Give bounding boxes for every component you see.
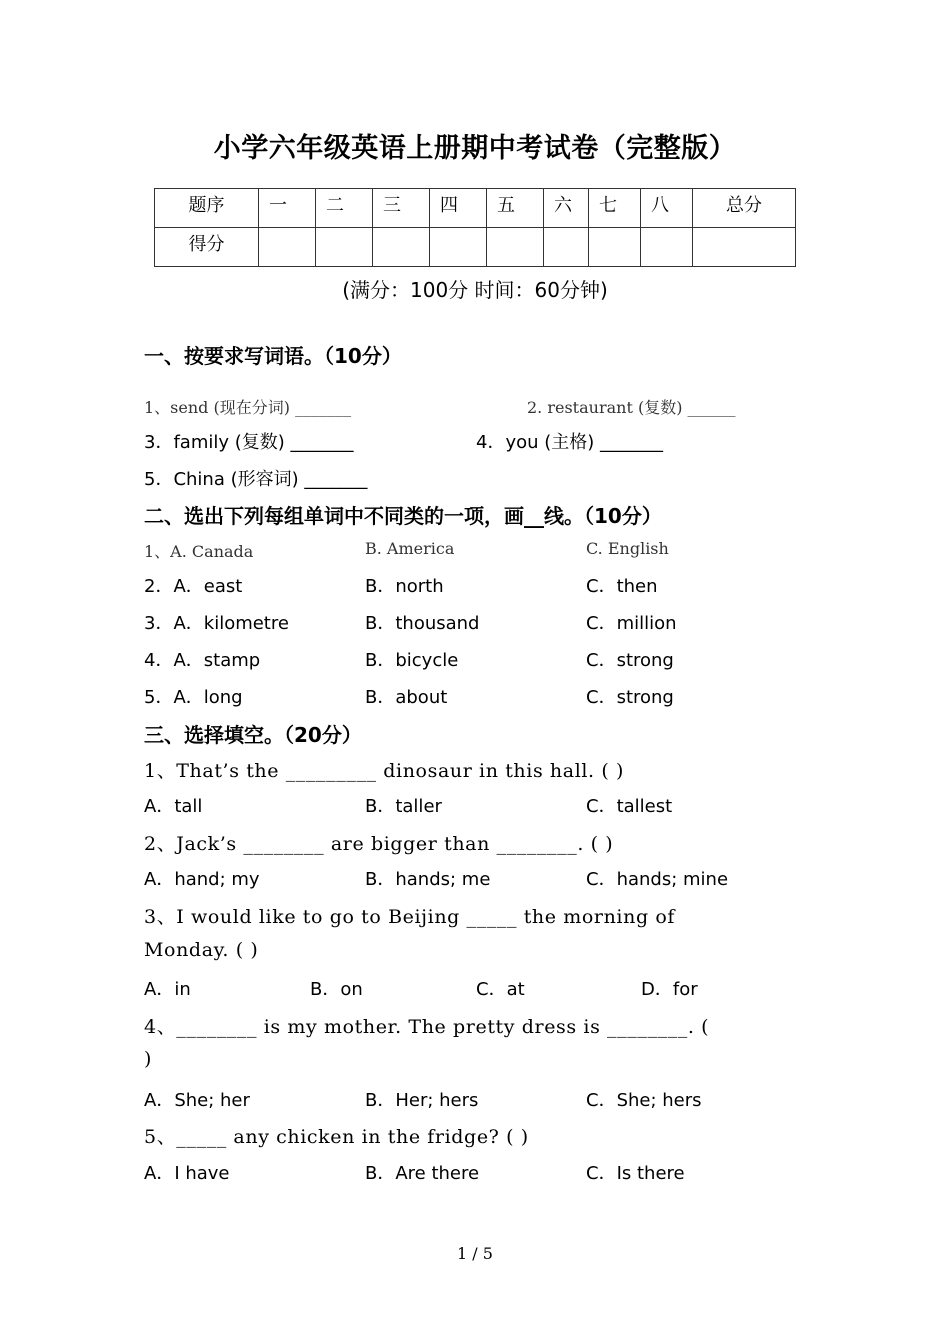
score-cell: 得分 (155, 228, 259, 267)
option-text: A．hand; my (144, 869, 260, 890)
option-text: B．Are there (365, 1163, 480, 1184)
score-blank-cell[interactable] (487, 228, 544, 267)
option-text: A．I have (144, 1163, 230, 1184)
score-blank-cell[interactable] (316, 228, 373, 267)
exam-info: (满分：100分 时间：60分钟) (342, 278, 608, 302)
question-text: 2、Jack’s ________ are bigger than ________. ( ) (144, 833, 614, 855)
question-text: ) (144, 1048, 153, 1070)
score-blank-cell[interactable] (373, 228, 430, 267)
score-blank-cell[interactable] (430, 228, 487, 267)
option-text: C．tallest (586, 796, 673, 817)
option-text: D．for (641, 979, 698, 1000)
section-3-heading: 三、选择填空。（20分） (144, 723, 362, 747)
option-text: C．strong (586, 687, 674, 708)
question-text: Monday. ( ) (144, 939, 259, 961)
question-item: 5．China (形容词) _______ (144, 469, 368, 490)
score-cell: 题序 (155, 189, 259, 228)
option-text: B．Her; hers (365, 1090, 479, 1111)
option-text: B. America (365, 539, 455, 558)
page-number: 1 / 5 (457, 1244, 493, 1263)
option-text: B．about (365, 687, 448, 708)
option-text: A．tall (144, 796, 203, 817)
score-cell: 六 (544, 189, 589, 228)
option-text: C．strong (586, 650, 674, 671)
question-item: 2. restaurant (复数) ______ (527, 398, 736, 417)
page-title: 小学六年级英语上册期中考试卷（完整版） (213, 133, 737, 164)
option-text: A．She; her (144, 1090, 250, 1111)
section-1-heading: 一、按要求写词语。（10分） (144, 344, 402, 368)
score-table (154, 188, 796, 267)
score-blank-cell[interactable] (589, 228, 641, 267)
option-text: B．thousand (365, 613, 480, 634)
score-blank-cell[interactable] (544, 228, 589, 267)
score-cell: 一 (259, 189, 316, 228)
question-item: 3．family (复数) _______ (144, 432, 354, 453)
question-text: 5、_____ any chicken in the fridge? ( ) (144, 1126, 529, 1148)
score-cell: 三 (373, 189, 430, 228)
option-text: B．north (365, 576, 444, 597)
score-blank-cell[interactable] (641, 228, 693, 267)
question-text: 1、That’s the _________ dinosaur in this hall. ( ) (144, 760, 624, 782)
option-text: C. English (586, 539, 669, 558)
option-text: C．hands; mine (586, 869, 729, 890)
option-text: B．on (310, 979, 363, 1000)
option-text: 3．A．kilometre (144, 613, 289, 634)
option-text: B．bicycle (365, 650, 459, 671)
score-cell: 七 (589, 189, 641, 228)
option-text: B．hands; me (365, 869, 491, 890)
option-text: 4．A．stamp (144, 650, 261, 671)
option-text: C．million (586, 613, 677, 634)
score-table-header-row (155, 189, 796, 228)
score-blank-cell[interactable] (259, 228, 316, 267)
score-cell: 二 (316, 189, 373, 228)
question-text: 3、I would like to go to Beijing _____ the morning of (144, 906, 676, 928)
option-text: C．Is there (586, 1163, 685, 1184)
section-2-heading: 二、选出下列每组单词中不同类的一项，画__线。（10分） (144, 504, 662, 528)
option-text: 2．A．east (144, 576, 243, 597)
score-cell: 八 (641, 189, 693, 228)
option-text: 5．A．long (144, 687, 243, 708)
option-text: C．at (476, 979, 525, 1000)
option-text: 1、A. Canada (144, 542, 254, 561)
option-text: B．taller (365, 796, 442, 817)
score-cell: 五 (487, 189, 544, 228)
question-item: 4．you (主格) _______ (476, 432, 664, 453)
option-text: A．in (144, 979, 191, 1000)
option-text: C．then (586, 576, 658, 597)
question-item: 1、send (现在分词) _______ (144, 398, 352, 417)
score-cell: 总分 (693, 189, 796, 228)
score-table-score-row (155, 228, 796, 267)
score-blank-cell[interactable] (693, 228, 796, 267)
score-cell: 四 (430, 189, 487, 228)
question-text: 4、________ is my mother. The pretty dress is ________. ( (144, 1016, 710, 1038)
option-text: C．She; hers (586, 1090, 702, 1111)
